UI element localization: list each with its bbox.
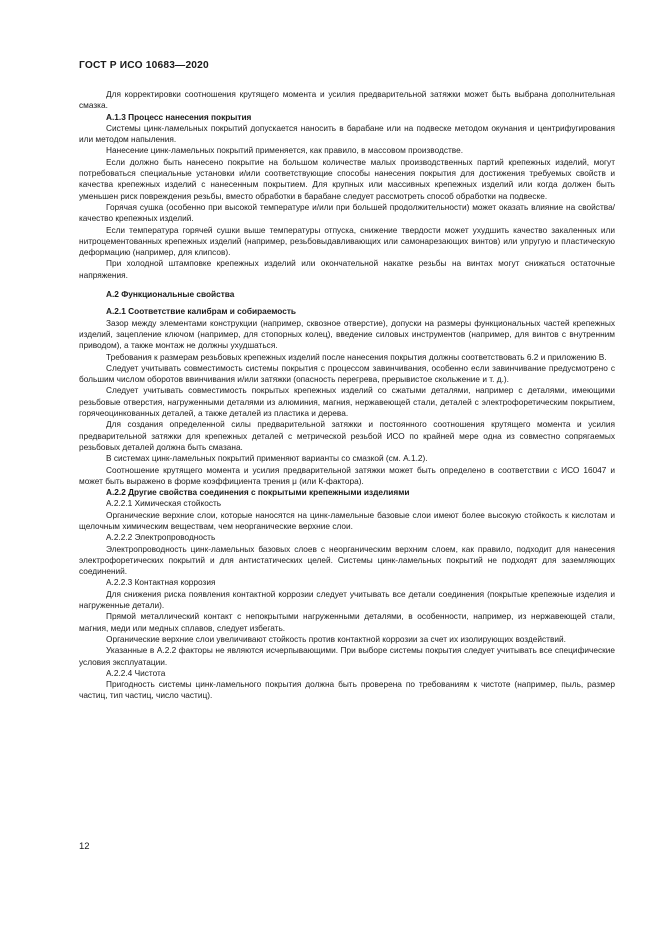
paragraph: Указанные в А.2.2 факторы не являются исчерпывающими. При выборе системы покрытия следует учитывать все специфические условия эксплуатации. <box>79 645 615 667</box>
paragraph: Электропроводность цинк-ламельных базовых слоев с неорганическим верхним слоем, как правило, подходит для нанесения электрофоретических покрытий и для антистатических целей. Системы цинк-ламельных покрытий не подходят для заземляющих соединений. <box>79 543 615 577</box>
paragraph: Следует учитывать совместимость покрытых крепежных изделий со сжатыми деталями, например с деталями, имеющими резьбовые отверстия, нагруженными деталями из алюминия, магния, нержавеющей стали, деталей с электрофоретическим покрытием, горячеоцинкованных деталей, а также деталей из пластика и дерева. <box>79 385 615 419</box>
paragraph: Горячая сушка (особенно при высокой температуре и/или при большей продолжительности) может оказать влияние на свойства/качество крепежных изделий. <box>79 201 615 224</box>
paragraph: Для создания определенной силы предварительной затяжки и постоянного соотношения крутящего момента и усилия предварительной затяжки для крепежных деталей с метрической резьбой ИСО по крайней мере одна из совместно сопрягаемых резьбовых деталей должна быть смазана. <box>79 419 615 452</box>
subsection-heading: А.2.2.1 Химическая стойкость <box>106 498 222 509</box>
paragraph: Если должно быть нанесено покрытие на большом количестве малых производственных партий крепежных изделий, могут потребоваться специальные установки и/или соответствующие способы нанесения покрытия для достижения требуемых свойств и качества крепежных изделий с нанесенным покрытием. Для крупных или массивных крепежных изделий или когда должен быть уменьшен риск повреждения резьбы, вместо обработки в барабане следует рассмотреть способ обработки на подвеске. <box>79 156 615 201</box>
paragraph: Для корректировки соотношения крутящего момента и усилия предварительной затяжки может быть выбрана дополнительная смазка. <box>79 89 615 111</box>
paragraph: При холодной штамповке крепежных изделий или окончательной накатке резьбы на винтах могут снижаться остаточные напряжения. <box>79 258 615 280</box>
paragraph: Органические верхние слои, которые наносятся на цинк-ламельные базовые слои имеют более высокую стойкость к кислотам и щелочным химическим веществам, чем неорганические верхние слои. <box>79 509 615 531</box>
document-body <box>79 89 615 702</box>
paragraph: Зазор между элементами конструкции (например, сквозное отверстие), допуски на размеры функциональных частей крепежных изделий, зацепление ключом (например, для стопорных колец), введение силовых инструментов (например, для винтов с внутренним приводом), а также монтаж не должны ухудшаться. <box>79 317 615 351</box>
paragraph: Пригодность системы цинк-ламельного покрытия должна быть проверена по требованиям к чистоте (например, пыль, размер частиц, тип частиц, число частиц). <box>79 679 615 701</box>
paragraph: Для снижения риска появления контактной коррозии следует учитывать все детали соединения (покрытые крепежные изделия и нагруженные детали). <box>79 588 615 611</box>
paragraph: Требования к размерам резьбовых крепежных изделий после нанесения покрытия должны соответствовать 6.2 и приложению В. <box>106 351 607 362</box>
subsection-heading: А.2.2.3 Контактная коррозия <box>106 577 216 588</box>
section-heading: А.1.3 Процесс нанесения покрытия <box>106 111 252 122</box>
paragraph: Органические верхние слои увеличивают стойкость против контактной коррозии за счет их изолирующих воздействий. <box>106 633 566 644</box>
subsection-heading: А.2.2.2 Электропроводность <box>106 532 216 543</box>
paragraph: Системы цинк-ламельных покрытий допускается наносить в барабане или на подвеске методом окунания и центрифугирования или методом напыления. <box>79 122 615 145</box>
page-number: 12 <box>79 841 90 852</box>
section-heading: А.2 Функциональные свойства <box>106 289 235 300</box>
section-heading: А.2.1 Соответствие калибрам и собираемость <box>106 306 297 317</box>
document-header: ГОСТ Р ИСО 10683—2020 <box>79 60 209 71</box>
paragraph: В системах цинк-ламельных покрытий применяют варианты со смазкой (см. А.1.2). <box>106 453 428 464</box>
section-heading: А.2.2 Другие свойства соединения с покрытыми крепежными изделиями <box>106 487 410 498</box>
paragraph: Прямой металлический контакт с непокрытыми нагруженными деталями, в особенности, например, из нержавеющей стали, магния, меди или медных сплавов, следует избегать. <box>79 611 615 633</box>
paragraph: Если температура горячей сушки выше температуры отпуска, снижение твердости может ухудшить качество закаленных или нитроцементованных крепежных изделий (например, резьбовыдавливающих или самонарезающих винтов) или упругую и пластическую деформацию (например, для клипсов). <box>79 224 615 258</box>
paragraph: Следует учитывать совместимость системы покрытия с процессом завинчивания, особенно если завинчивание предусмотрено с большим числом оборотов ввинчивания и/или затяжки (опасность перегрева, прерывистое скольжение и т. д.). <box>79 362 615 385</box>
paragraph: Соотношение крутящего момента и усилия предварительной затяжки может быть определено в соответствии с ИСО 16047 и может быть выражено в форме коэффициента трения μ (или К-фактора). <box>79 464 615 486</box>
subsection-heading: А.2.2.4 Чистота <box>106 667 166 678</box>
paragraph: Нанесение цинк-ламельных покрытий применяется, как правило, в массовом производстве. <box>106 145 464 156</box>
